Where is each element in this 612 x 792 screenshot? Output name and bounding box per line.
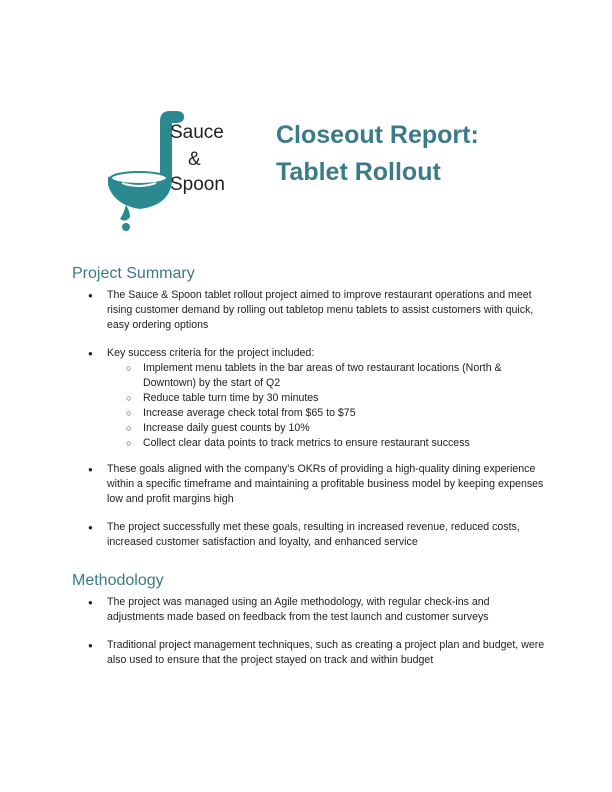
bullet-text: ● The Sauce & Spoon tablet rollout project aimed to improve restaurant operations and meet rising customer demand by rolling out tabletop menu tablets to assist customers with quick, easy ordering options bbox=[85, 288, 545, 333]
list-item bbox=[85, 288, 545, 333]
list-item bbox=[85, 520, 545, 550]
criteria-item: ○ Increase average check total from $65 to $75 bbox=[126, 406, 545, 421]
criteria-list bbox=[126, 361, 545, 451]
report-title-line1: Closeout Report: bbox=[276, 121, 479, 149]
criteria-item: ○ Reduce table turn time by 30 minutes bbox=[126, 391, 545, 406]
list-item bbox=[85, 638, 545, 668]
logo-text-spoon: Spoon bbox=[170, 174, 225, 195]
bullet-text: ● The project successfully met these goals, resulting in increased revenue, reduced costs, increased customer satisfaction and loyalty, and enhanced service bbox=[85, 520, 545, 550]
logo bbox=[104, 105, 234, 233]
list-item bbox=[85, 346, 545, 451]
section-heading-methodology: Methodology bbox=[72, 572, 164, 589]
list-item bbox=[85, 462, 545, 507]
report-title-line2: Tablet Rollout bbox=[276, 158, 441, 186]
bullet-text: ● The project was managed using an Agile methodology, with regular check-ins and adjustments made based on feedback from the test launch and customer surveys bbox=[85, 595, 545, 625]
bullet-text: ● These goals aligned with the company's OKRs of providing a high-quality dining experience within a specific timeframe and maintaining a profitable business model by keeping expenses low and profit margins high bbox=[85, 462, 545, 507]
criteria-item: ○ Implement menu tablets in the bar areas of two restaurant locations (North & Downtown) by the start of Q2 bbox=[126, 361, 545, 391]
list-item bbox=[85, 595, 545, 625]
bullet-text: ● Traditional project management techniques, such as creating a project plan and budget, were also used to ensure that the project stayed on track and within budget bbox=[85, 638, 545, 668]
criteria-item: ○ Collect clear data points to track metrics to ensure restaurant success bbox=[126, 436, 545, 451]
logo-text-ampersand: & bbox=[188, 149, 201, 170]
section-heading-project-summary: Project Summary bbox=[72, 265, 195, 282]
criteria-item: ○ Increase daily guest counts by 10% bbox=[126, 421, 545, 436]
logo-text-sauce: Sauce bbox=[170, 122, 224, 143]
bullet-text: ● Key success criteria for the project included: bbox=[85, 346, 545, 361]
